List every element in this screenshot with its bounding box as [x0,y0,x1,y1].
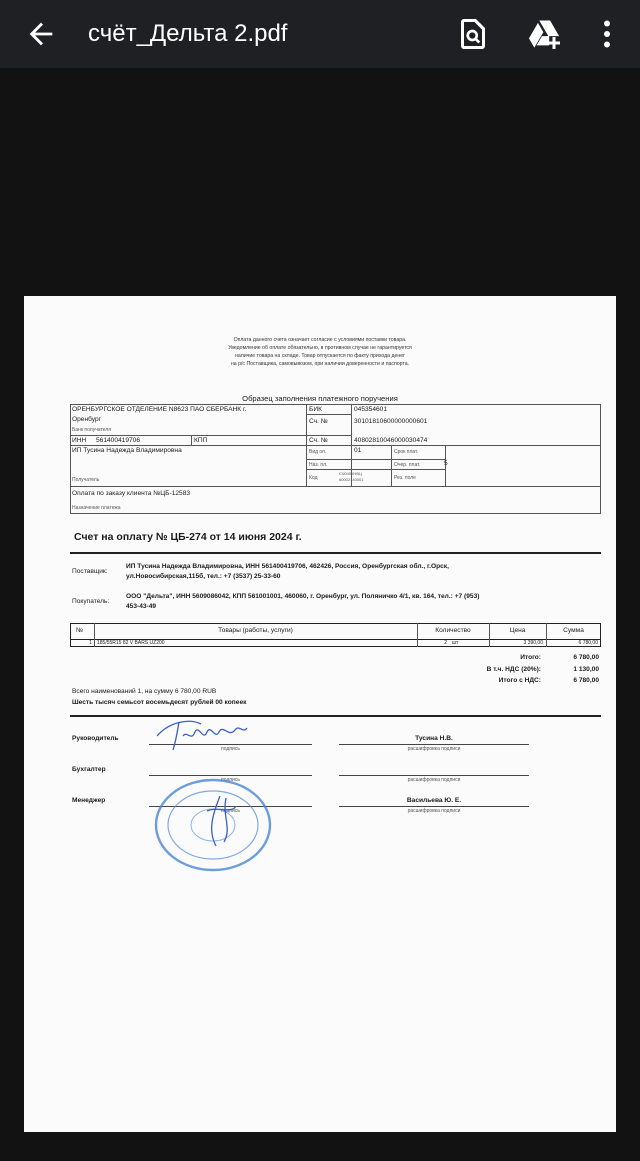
account-value: 40802810046000030474 [354,437,428,444]
accountant-name-caption: расшифровка подписи [407,777,461,783]
accountant-label: Бухгалтер [72,766,106,773]
recipient-name: ИП Тусина Надежда Владимировна [72,447,182,454]
vid-op-value: 01 [354,447,362,454]
kpp-label: КПП [194,437,208,444]
accountant-signature-caption: подпись [221,777,240,783]
col-sum: Сумма [563,627,584,634]
file-title: счёт_Дельта 2.pdf [88,20,288,47]
kod-line2: 60002140001 [339,477,364,482]
kod-label: Код [309,475,318,481]
manager-signature-caption: подпись [221,808,240,814]
payment-purpose: Оплата по заказу клиента №ЦБ-12583 [72,490,191,497]
bank-name: ОРЕНБУРГСКОЕ ОТДЕЛЕНИЕ N8623 ПАО СБЕРБАНК г. [72,406,247,413]
more-vert-icon[interactable] [589,16,625,52]
total-label: Итого: [520,654,541,661]
ocher-value: 5 [444,460,448,467]
supplier-line1: ИП Тусина Надежда Владимировна, ИНН 561400419706, 462426, Россия, Оренбургская обл., г.Орск, [126,563,449,570]
naz-label: Наз. пл. [309,462,328,468]
supplier-line2: ул.Новосибирская,115б, тел.: +7 (3537) 25-33-60 [126,573,281,580]
inn-label: ИНН [72,437,87,444]
company-stamp [152,776,274,874]
row-unit: шт [452,640,459,646]
total-with-vat-value: 6 780,00 [573,677,599,684]
head-name-caption: расшифровка подписи [407,746,461,752]
notice-line: Уведомление об оплате обязательно, в противном случае не гарантируется [228,345,412,351]
col-price: Цена [509,627,526,634]
amount-in-words: Шесть тысяч семьсот восемьдесят рублей 00 копеек [72,699,247,706]
bik-value: 045354601 [354,406,388,413]
row-qty: 2 [444,640,447,646]
head-label: Руководитель [72,735,119,742]
row-price: 3 390,00 [523,640,543,646]
purpose-caption: Назначение платежа [72,505,121,511]
srok-label: Срок плат. [394,449,419,455]
row-number: 1 [89,640,92,646]
head-signature [149,714,269,754]
corr-label: Сч. № [309,418,328,425]
supplier-label: Поставщик: [72,568,108,575]
corr-account: 30101810600000000601 [354,418,428,425]
recipient-caption: Получатель [72,477,100,483]
add-to-drive-icon[interactable] [527,16,563,52]
title-rule [70,552,601,554]
kod-line1: СЧ040КНВЦ [339,471,362,476]
app-toolbar [0,0,640,68]
notice-line: Оплата данного счета означает согласие с условиями поставки товара. [233,337,407,343]
rez-label: Рез. поле [394,475,416,481]
vat-value: 1 130,00 [573,666,599,673]
manager-label: Менеджер [72,797,106,804]
row-goods: 185/55R15 82 V BARS UZ200 [97,640,165,646]
find-in-page-icon[interactable] [455,16,491,52]
buyer-line2: 453-43-49 [126,603,157,610]
manager-name-caption: расшифровка подписи [407,808,461,814]
col-quantity: Количество [435,627,471,634]
total-with-vat-label: Итого с НДС: [498,677,541,684]
back-arrow-icon[interactable] [24,17,58,51]
notice-line: на р/с Поставщика, самовывозом, при наличии доверенности и паспорта. [230,361,410,367]
bank-caption: Банк получателя [72,427,111,433]
manager-name: Васильева Ю. Е. [406,797,462,804]
vid-op-label: Вид оп. [309,449,327,455]
buyer-label: Покупатель: [72,598,110,605]
buyer-line1: ООО "Дельта", ИНН 5609086042, КПП 561001001, 460060, г. Оренбург, ул. Поляничко 4/1, кв. 164, тел.: +7 (953) [126,593,480,600]
col-goods: Товары (работы, услуги) [218,627,293,634]
payment-notice [24,336,616,368]
head-name: Тусина Н.В. [415,735,453,742]
inn-value: 561400419706 [96,437,141,444]
ocher-label: Очер. плат. [394,462,421,468]
head-signature-caption: подпись [221,746,240,752]
items-summary: Всего наименований 1, на сумму 6 780,00 RUB [72,688,217,695]
bik-label: БИК [309,406,322,413]
vat-label: В т.ч. НДС (20%): [486,666,541,673]
account-label: Сч. № [309,437,328,444]
notice-line: наличие товара на складе. Товар отпускается по факту прихода денег [234,353,406,359]
col-number: № [76,627,84,634]
total-value: 6 780,00 [573,654,599,661]
bank-city: Оренбург [72,416,102,423]
row-sum: 6 780,00 [578,640,598,646]
payment-form-title: Образец заполнения платежного поручения [242,394,398,403]
invoice-title: Счет на оплату № ЦБ-274 от 14 июня 2024 г. [74,531,302,543]
pdf-page[interactable] [24,296,616,1132]
